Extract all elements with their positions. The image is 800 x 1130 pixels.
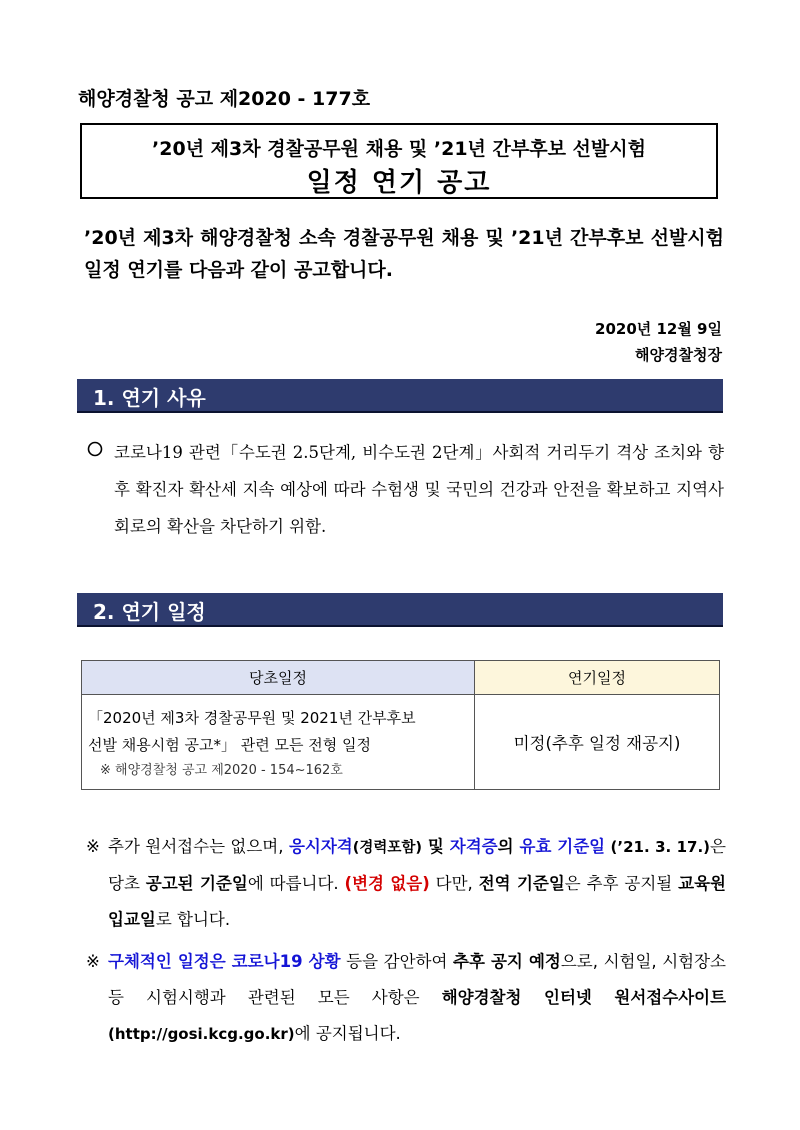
header-original-schedule: 당초일정 (82, 661, 475, 695)
postponed-schedule-cell: 미정(추후 일정 재공지) (475, 695, 720, 790)
original-schedule-line-2: 선발 채용시험 공고*」 관련 모든 전형 일정 (88, 736, 371, 754)
reference-mark-icon: ※ (86, 952, 100, 971)
schedule-table (81, 660, 720, 790)
note-1-body: 추가 원서접수는 없으며, 응시자격(경력포함) 및 자격증의 유효 기준일 (’21. 3. 17.)은 당초 공고된 기준일에 따릅니다. (변경 없음) 다만, 전역 기준일은 추후 공지될 교육원 입교일로 합니다. (108, 837, 726, 929)
note-2-body: 구체적인 일정은 코로나19 상황 등을 감안하여 추후 공지 예정으로, 시험일, 시험장소 등 시험시행과 관련된 모든 사항은 해양경찰청 인터넷 원서접수사이트(http://gosi.kcg.go.kr)에 공지됩니다. (108, 952, 727, 1043)
reference-mark-icon: ※ (86, 837, 100, 856)
notice-date: 2020년 12월 9일 (595, 320, 722, 338)
notice-number: 해양경찰청 공고 제2020 - 177호 (78, 88, 371, 110)
website-url: (http://gosi.kcg.go.kr) (108, 1025, 295, 1043)
section-1-title: 1. 연기 사유 (93, 386, 206, 410)
section-2-header (77, 593, 723, 627)
reason-text: 코로나19 관련「수도권 2.5단계, 비수도권 2단계」사회적 거리두기 격상 조치와 향후 확진자 확산세 지속 예상에 따라 수험생 및 국민의 건강과 안전을 확보하고 지역사회로의 확산을 차단하기 위함. (114, 443, 724, 536)
title-box (80, 123, 718, 199)
intro-paragraph: ’20년 제3차 해양경찰청 소속 경찰공무원 채용 및 ’21년 간부후보 선발시험 일정 연기를 다음과 같이 공고합니다. (84, 227, 724, 281)
valid-date-text: 유효 기준일 (519, 837, 606, 856)
original-schedule-note: ※ 해양경찰청 공고 제2020 - 154~162호 (100, 763, 343, 778)
title-line-2: 일정 연기 공고 (306, 168, 492, 198)
section-1-header (77, 379, 723, 413)
covid-schedule-text: 구체적인 일정은 코로나19 상황 (108, 952, 341, 971)
original-schedule-cell (82, 695, 475, 790)
certificate-text: 자격증 (449, 837, 498, 856)
circle-bullet-icon (86, 440, 104, 458)
no-change-text: (변경 없음) (344, 874, 430, 893)
section-2-title: 2. 연기 일정 (93, 600, 206, 624)
signer: 해양경찰청장 (635, 346, 722, 364)
title-line-1: ’20년 제3차 경찰공무원 채용 및 ’21년 간부후보 선발시험 (152, 138, 646, 160)
eligibility-text: 응시자격 (288, 837, 353, 856)
original-schedule-line-1: 「2020년 제3차 경찰공무원 및 2021년 간부후보 (88, 709, 416, 727)
header-postponed-schedule: 연기일정 (475, 661, 720, 695)
note-2 (86, 944, 726, 1052)
note-1 (86, 829, 726, 938)
